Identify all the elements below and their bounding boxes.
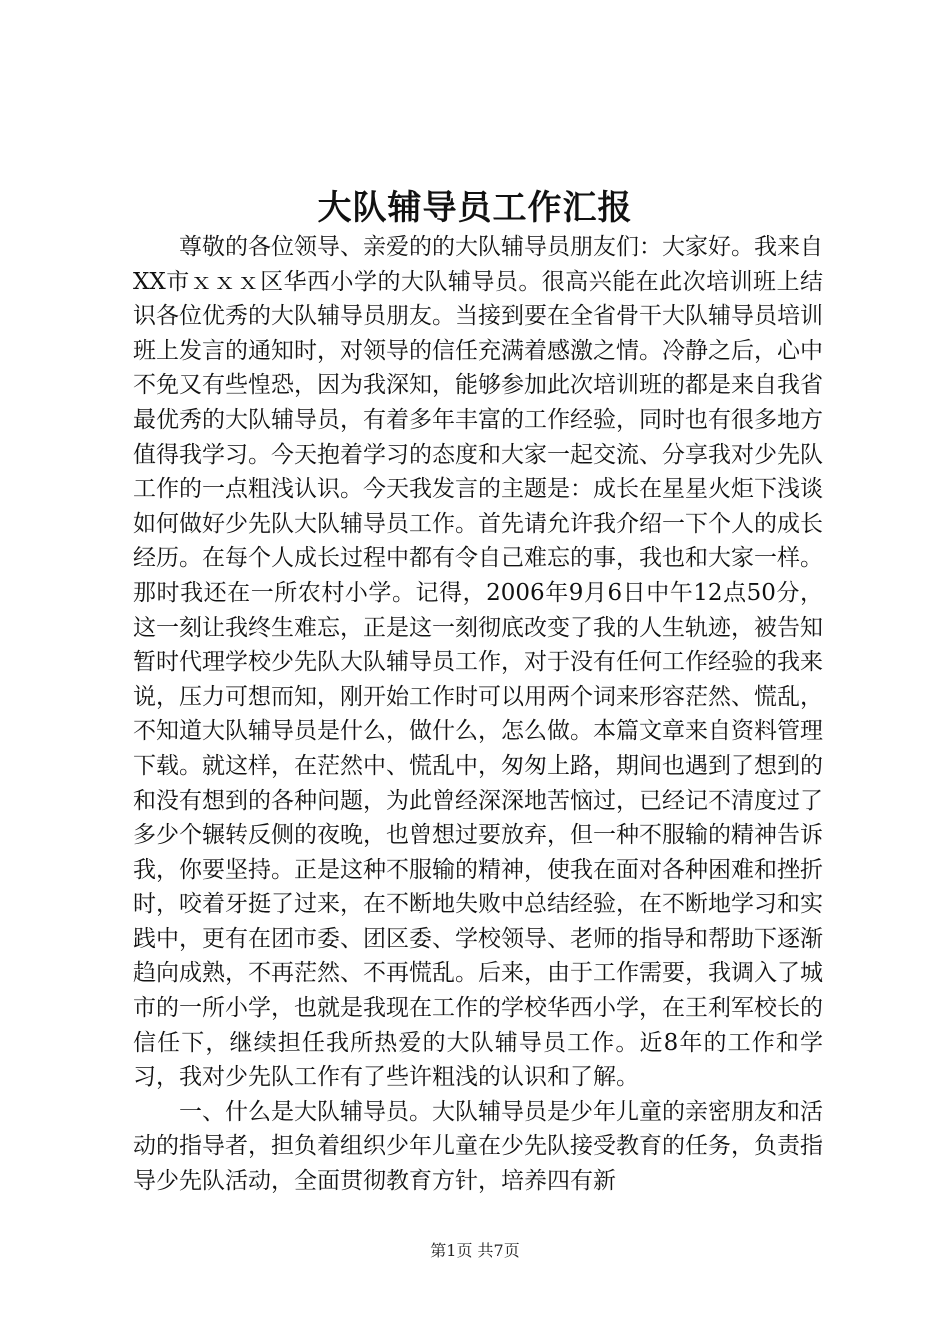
page-number-footer: 第1页 共7页: [430, 1241, 520, 1260]
document-title: 大队辅导员工作汇报: [317, 188, 633, 228]
document-body: [133, 230, 823, 1199]
paragraph-intro: 尊敬的各位领导、亲爱的的大队辅导员朋友们：大家好。我来自XX市ｘｘｘ区华西小学的大队辅导员。很高兴能在此次培训班上结识各位优秀的大队辅导员朋友。当接到要在全省骨干大队辅导员培训班上发言的通知时，对领导的信任充满着感激之情。冷静之后，心中不免又有些惶恐，因为我深知，能够参加此次培训班的都是来自我省最优秀的大队辅导员，有着多年丰富的工作经验，同时也有很多地方值得我学习。今天抱着学习的态度和大家一起交流、分享我对少先队工作的一点粗浅认识。今天我发言的主题是：成长在星星火炬下浅谈如何做好少先队大队辅导员工作。首先请允许我介绍一下个人的成长经历。在每个人成长过程中都有令自己难忘的事，我也和大家一样。那时我还在一所农村小学。记得，2006年9月6日中午12点50分，这一刻让我终生难忘，正是这一刻彻底改变了我的人生轨迹，被告知暂时代理学校少先队大队辅导员工作，对于没有任何工作经验的我来说，压力可想而知，刚开始工作时可以用两个词来形容茫然、慌乱，不知道大队辅导员是什么，做什么，怎么做。本篇文章来自资料管理下载。就这样，在茫然中、慌乱中，匆匆上路，期间也遇到了想到的和没有想到的各种问题，为此曾经深深地苦恼过，已经记不清度过了多少个辗转反侧的夜晚，也曾想过要放弃，但一种不服输的精神告诉我，你要坚持。正是这种不服输的精神，使我在面对各种困难和挫折时，咬着牙挺了过来，在不断地失败中总结经验，在不断地学习和实践中，更有在团市委、团区委、学校领导、老师的指导和帮助下逐渐趋向成熟，不再茫然、不再慌乱。后来，由于工作需要，我调入了城市的一所小学，也就是我现在工作的学校华西小学，在王利军校长的信任下，继续担任我所热爱的大队辅导员工作。近8年的工作和学习，我对少先队工作有了些许粗浅的认识和了解。: [133, 234, 823, 1091]
paragraph-section-one: 一、什么是大队辅导员。大队辅导员是少年儿童的亲密朋友和活动的指导者，担负着组织少年儿童在少先队接受教育的任务，负责指导少先队活动，全面贯彻教育方针，培养四有新: [133, 1098, 823, 1195]
